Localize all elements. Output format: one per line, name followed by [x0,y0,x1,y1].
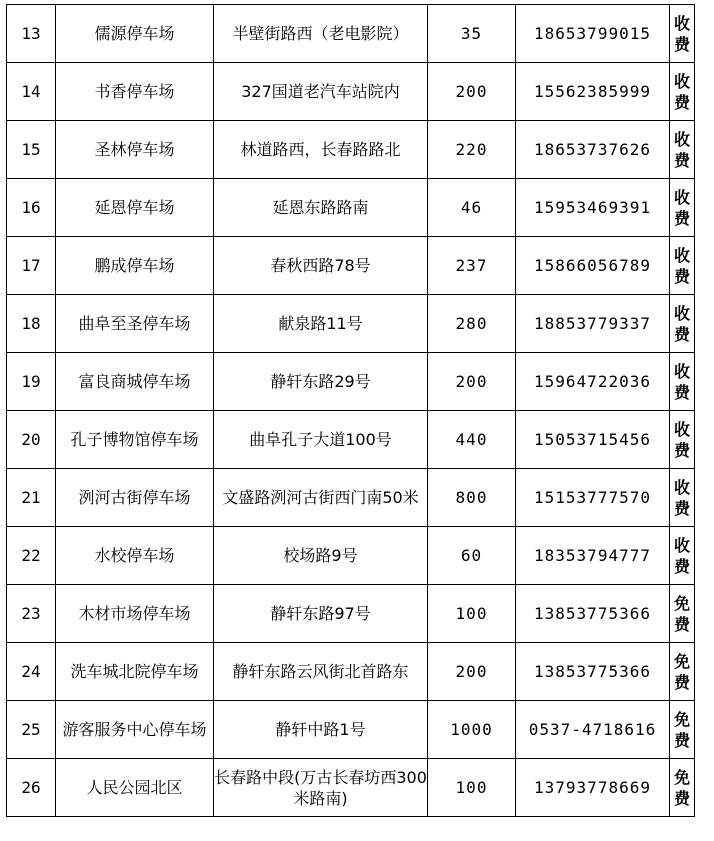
row-number: 14 [7,63,56,121]
parking-spaces: 100 [428,585,516,643]
fee-status [670,353,695,411]
contact-phone: 18653737626 [516,121,670,179]
parking-spaces: 100 [428,759,516,817]
fee-status-char: 收 [673,13,690,33]
parking-lot-address: 曲阜孔子大道100号 [214,411,428,469]
fee-status [670,701,695,759]
table-row [7,527,695,585]
parking-lot-name: 鹏成停车场 [56,237,214,295]
contact-phone: 15053715456 [516,411,670,469]
parking-spaces: 200 [428,353,516,411]
row-number: 26 [7,759,56,817]
contact-phone: 13853775366 [516,585,670,643]
parking-lot-name: 曲阜至圣停车场 [56,295,214,353]
fee-status-char: 费 [673,324,690,344]
fee-status-char: 费 [673,150,690,170]
fee-status-char: 收 [673,129,690,149]
parking-table [6,4,695,817]
parking-lot-address: 校场路9号 [214,527,428,585]
contact-phone: 15964722036 [516,353,670,411]
fee-status-char: 收 [673,187,690,207]
parking-spaces: 280 [428,295,516,353]
parking-lot-name: 富良商城停车场 [56,353,214,411]
parking-spaces: 1000 [428,701,516,759]
parking-spaces: 237 [428,237,516,295]
fee-status-char: 收 [673,71,690,91]
table-row [7,411,695,469]
fee-status-char: 免 [673,651,690,671]
fee-status-char: 免 [673,767,690,787]
fee-status [670,295,695,353]
parking-spaces: 220 [428,121,516,179]
parking-lot-address: 延恩东路路南 [214,179,428,237]
table-row [7,63,695,121]
fee-status-char: 收 [673,303,690,323]
fee-status-char: 费 [673,730,690,750]
parking-spaces: 35 [428,5,516,63]
table-row [7,643,695,701]
parking-lot-address: 半壁街路西（老电影院） [214,5,428,63]
parking-lot-address: 静轩东路97号 [214,585,428,643]
fee-status [670,527,695,585]
parking-spaces: 46 [428,179,516,237]
table-row [7,585,695,643]
contact-phone: 18853779337 [516,295,670,353]
parking-spaces: 200 [428,63,516,121]
fee-status-char: 收 [673,245,690,265]
fee-status [670,121,695,179]
parking-lot-address: 静轩中路1号 [214,701,428,759]
fee-status [670,643,695,701]
parking-lot-name: 洗车城北院停车场 [56,643,214,701]
table-row [7,469,695,527]
row-number: 17 [7,237,56,295]
table-row [7,353,695,411]
row-number: 23 [7,585,56,643]
parking-lot-name: 孔子博物馆停车场 [56,411,214,469]
fee-status [670,63,695,121]
parking-lot-name: 儒源停车场 [56,5,214,63]
contact-phone: 0537-4718616 [516,701,670,759]
contact-phone: 15562385999 [516,63,670,121]
fee-status [670,469,695,527]
parking-lot-address: 春秋西路78号 [214,237,428,295]
fee-status [670,759,695,817]
row-number: 21 [7,469,56,527]
fee-status [670,179,695,237]
fee-status-char: 费 [673,672,690,692]
parking-lot-address: 327国道老汽车站院内 [214,63,428,121]
parking-spaces: 200 [428,643,516,701]
row-number: 18 [7,295,56,353]
contact-phone: 18653799015 [516,5,670,63]
parking-lot-name: 水校停车场 [56,527,214,585]
table-row [7,237,695,295]
table-row [7,701,695,759]
parking-lot-address: 静轩东路29号 [214,353,428,411]
fee-status-char: 费 [673,266,690,286]
fee-status [670,5,695,63]
table-body [7,5,695,817]
parking-lot-name: 木材市场停车场 [56,585,214,643]
parking-lot-address: 林道路西，长春路路北 [214,121,428,179]
parking-lot-address: 长春路中段(万古长春坊西300米路南) [214,759,428,817]
fee-status-char: 费 [673,208,690,228]
parking-spaces: 440 [428,411,516,469]
row-number: 24 [7,643,56,701]
fee-status [670,585,695,643]
fee-status-char: 费 [673,440,690,460]
fee-status-char: 收 [673,535,690,555]
contact-phone: 15866056789 [516,237,670,295]
row-number: 15 [7,121,56,179]
fee-status-char: 费 [673,382,690,402]
row-number: 16 [7,179,56,237]
parking-lot-name: 延恩停车场 [56,179,214,237]
table-row [7,759,695,817]
fee-status [670,411,695,469]
parking-spaces: 800 [428,469,516,527]
contact-phone: 15953469391 [516,179,670,237]
table-row [7,5,695,63]
parking-spaces: 60 [428,527,516,585]
parking-lot-name: 书香停车场 [56,63,214,121]
parking-lot-name: 人民公园北区 [56,759,214,817]
table-row [7,121,695,179]
fee-status-char: 费 [673,788,690,808]
row-number: 19 [7,353,56,411]
fee-status-char: 收 [673,477,690,497]
fee-status-char: 费 [673,614,690,634]
parking-lot-address: 献泉路11号 [214,295,428,353]
table-row [7,179,695,237]
row-number: 22 [7,527,56,585]
fee-status [670,237,695,295]
contact-phone: 13793778669 [516,759,670,817]
fee-status-char: 收 [673,419,690,439]
parking-lot-name: 洌河古街停车场 [56,469,214,527]
fee-status-char: 免 [673,709,690,729]
fee-status-char: 费 [673,34,690,54]
fee-status-char: 费 [673,92,690,112]
fee-status-char: 费 [673,498,690,518]
contact-phone: 13853775366 [516,643,670,701]
row-number: 13 [7,5,56,63]
fee-status-char: 费 [673,556,690,576]
row-number: 25 [7,701,56,759]
contact-phone: 18353794777 [516,527,670,585]
parking-lot-name: 游客服务中心停车场 [56,701,214,759]
table-row [7,295,695,353]
fee-status-char: 免 [673,593,690,613]
parking-lot-address: 文盛路洌河古街西门南50米 [214,469,428,527]
row-number: 20 [7,411,56,469]
fee-status-char: 收 [673,361,690,381]
parking-lot-name: 圣林停车场 [56,121,214,179]
parking-lot-address: 静轩东路云风街北首路东 [214,643,428,701]
contact-phone: 15153777570 [516,469,670,527]
